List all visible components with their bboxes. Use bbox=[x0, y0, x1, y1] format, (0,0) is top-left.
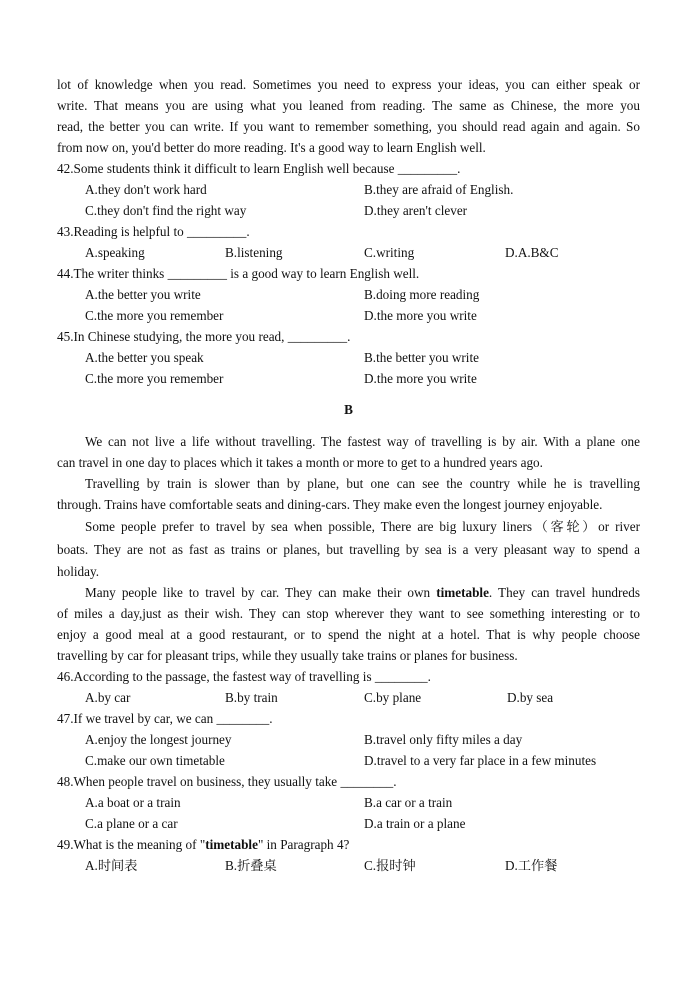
option-49-a: A.时间表 bbox=[85, 858, 138, 873]
question-46-stem: 46.According to the passage, the fastest way of travelling is ________. bbox=[57, 669, 431, 684]
option-45-d: D.the more you write bbox=[364, 371, 477, 386]
passage-line: through. Trains have comfortable seats and dining-cars. They make even the longest journey enjoyable. bbox=[57, 497, 603, 512]
option-45-a: A.the better you speak bbox=[85, 350, 204, 365]
option-49-c: C.报时钟 bbox=[364, 858, 416, 873]
passage-line: enjoy a good meal at a good restaurant, or to spend the night at a hotel. That is why people choose bbox=[57, 627, 640, 642]
option-47-c: C.make our own timetable bbox=[85, 753, 225, 768]
option-48-d: D.a train or a plane bbox=[364, 816, 466, 831]
question-49-stem bbox=[57, 834, 640, 855]
timetable-keyword: timetable bbox=[205, 837, 258, 852]
option-46-b: B.by train bbox=[225, 690, 278, 705]
passage-line: travelling by car for pleasant trips, while they usually take trains or planes for business. bbox=[57, 648, 518, 663]
question-48-options-row2 bbox=[57, 813, 640, 834]
option-48-a: A.a boat or a train bbox=[85, 795, 181, 810]
question-42-options-row2 bbox=[57, 200, 640, 221]
option-46-d: D.by sea bbox=[507, 690, 554, 705]
option-49-b: B.折叠桌 bbox=[225, 858, 277, 873]
option-45-c: C.the more you remember bbox=[85, 371, 224, 386]
question-43-options bbox=[57, 242, 640, 263]
option-48-b: B.a car or a train bbox=[364, 795, 453, 810]
passage-line-with-bold-word bbox=[57, 582, 640, 603]
question-49-text: 49.What is the meaning of " bbox=[57, 837, 206, 852]
option-42-d: D.they aren't clever bbox=[364, 203, 468, 218]
option-43-b: B.listening bbox=[225, 245, 283, 260]
passage-line: write. That means you are using what you leaned from reading. The same as Chinese, the more you bbox=[57, 98, 640, 113]
question-45-options-row2 bbox=[57, 368, 640, 389]
option-47-d: D.travel to a very far place in a few minutes bbox=[364, 753, 597, 768]
option-46-a: A.by car bbox=[85, 690, 131, 705]
option-42-c: C.they don't find the right way bbox=[85, 203, 247, 218]
passage-text: Many people like to travel by car. They can make their own bbox=[85, 585, 437, 600]
passage-text: . They can travel hundreds bbox=[488, 585, 640, 600]
question-43-stem: 43.Reading is helpful to _________. bbox=[57, 224, 250, 239]
question-45-options-row1 bbox=[57, 347, 640, 368]
question-47-stem: 47.If we travel by car, we can ________. bbox=[57, 711, 273, 726]
option-45-b: B.the better you write bbox=[364, 350, 479, 365]
question-45-stem: 45.In Chinese studying, the more you read, _________. bbox=[57, 329, 351, 344]
exam-page bbox=[57, 74, 640, 876]
passage-line: Some people prefer to travel by sea when possible, There are big luxury liners（客轮）or river bbox=[85, 519, 640, 534]
option-49-d: D.工作餐 bbox=[505, 858, 558, 873]
passage-line: holiday. bbox=[57, 564, 99, 579]
timetable-keyword: timetable bbox=[436, 585, 489, 600]
passage-line: from now on, you'd better do more reading. It's a good way to learn English well. bbox=[57, 140, 486, 155]
option-43-c: C.writing bbox=[364, 245, 415, 260]
question-42-stem: 42.Some students think it difficult to learn English well because _________. bbox=[57, 161, 461, 176]
option-43-a: A.speaking bbox=[85, 245, 145, 260]
question-48-options-row1 bbox=[57, 792, 640, 813]
option-47-b: B.travel only fifty miles a day bbox=[364, 732, 523, 747]
passage-line: Travelling by train is slower than by plane, but one can see the country while he is travelling bbox=[85, 476, 640, 491]
question-47-options-row1 bbox=[57, 729, 640, 750]
passage-line: boats. They are not as fast as trains or planes, but travelling by sea is a very pleasant way to spend a bbox=[57, 542, 640, 557]
passage-line: of miles a day,just as their wish. They can stop wherever they want to see something interesting or to bbox=[57, 606, 640, 621]
option-42-b: B.they are afraid of English. bbox=[364, 182, 514, 197]
option-48-c: C.a plane or a car bbox=[85, 816, 178, 831]
passage-line: We can not live a life without travelling. The fastest way of travelling is by air. With a plane one bbox=[85, 434, 640, 449]
option-42-a: A.they don't work hard bbox=[85, 182, 207, 197]
option-44-a: A.the better you write bbox=[85, 287, 201, 302]
passage-line: read, the better you can write. If you want to remember something, you should read again and again. So bbox=[57, 119, 640, 134]
question-49-text: " in Paragraph 4? bbox=[257, 837, 350, 852]
question-46-options bbox=[57, 687, 640, 708]
passage-b bbox=[57, 431, 640, 666]
question-49-options bbox=[57, 855, 640, 876]
option-46-c: C.by plane bbox=[364, 690, 422, 705]
question-42-options-row1 bbox=[57, 179, 640, 200]
question-44-stem: 44.The writer thinks _________ is a good way to learn English well. bbox=[57, 266, 420, 281]
question-44-options-row1 bbox=[57, 284, 640, 305]
option-44-b: B.doing more reading bbox=[364, 287, 480, 302]
passage-line: can travel in one day to places which it takes a month or more to get to a hundred years ago. bbox=[57, 455, 543, 470]
option-47-a: A.enjoy the longest journey bbox=[85, 732, 232, 747]
option-44-c: C.the more you remember bbox=[85, 308, 224, 323]
option-44-d: D.the more you write bbox=[364, 308, 477, 323]
section-b-heading: B bbox=[344, 402, 353, 417]
passage-a-tail bbox=[57, 74, 640, 158]
question-44-options-row2 bbox=[57, 305, 640, 326]
option-43-d: D.A.B&C bbox=[505, 245, 559, 260]
question-48-stem: 48.When people travel on business, they usually take ________. bbox=[57, 774, 397, 789]
passage-line: lot of knowledge when you read. Sometimes you need to express your ideas, you can either speak or bbox=[57, 77, 640, 92]
question-47-options-row2 bbox=[57, 750, 640, 771]
